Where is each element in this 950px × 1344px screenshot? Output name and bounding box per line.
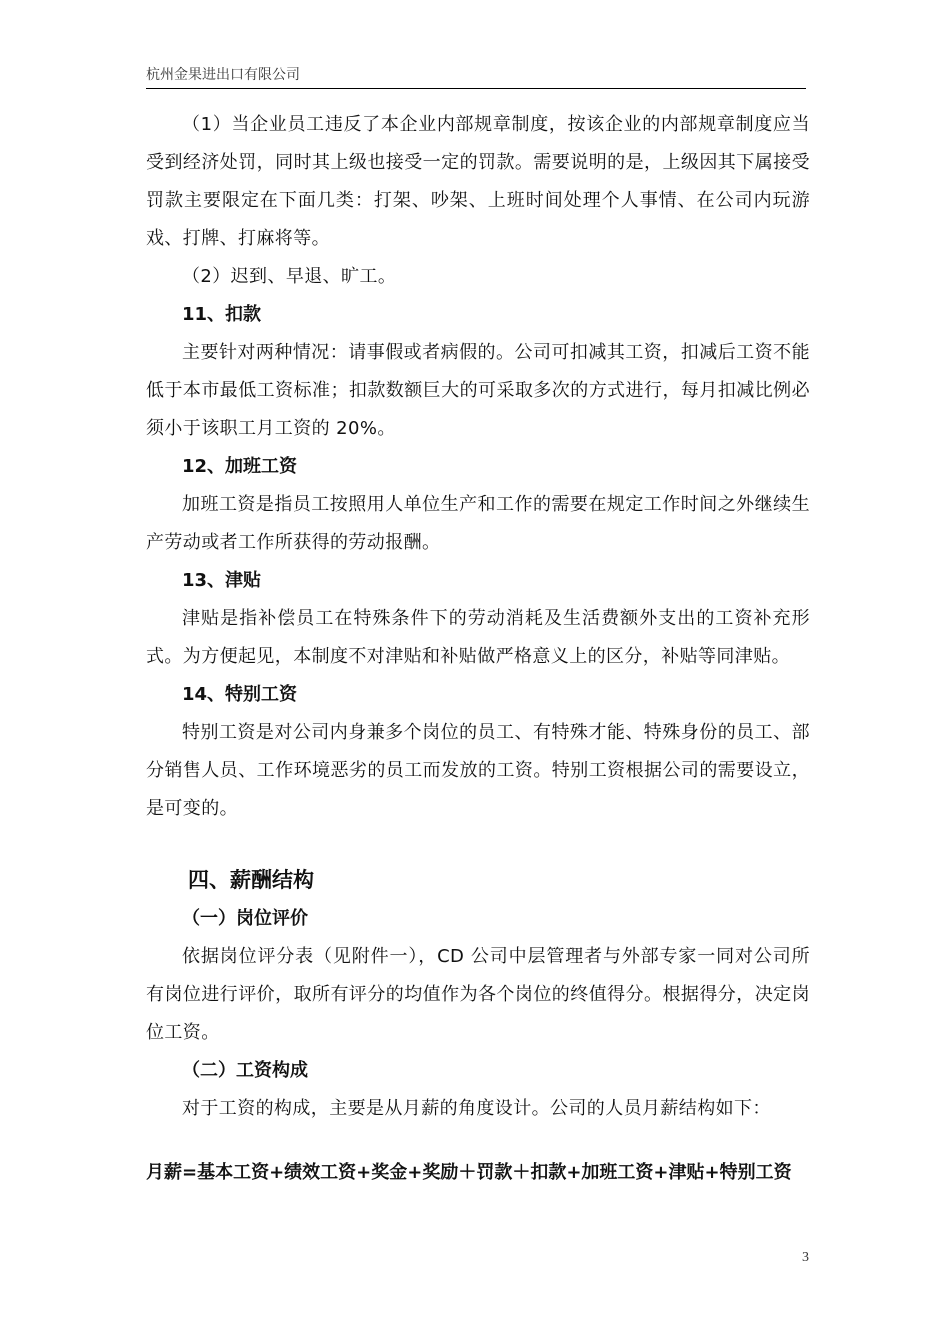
heading-overtime-pay: 12、加班工资 — [182, 456, 298, 477]
salary-formula: 月薪=基本工资+绩效工资+奖金+奖励＋罚款＋扣款+加班工资+津贴+特别工资 — [146, 1162, 792, 1183]
section-heading-salary-structure: 四、薪酬结构 — [188, 868, 314, 892]
heading-salary-composition: （二）工资构成 — [182, 1060, 308, 1081]
heading-job-evaluation: （一）岗位评价 — [182, 908, 308, 929]
heading-special-pay: 14、特别工资 — [182, 684, 298, 705]
paragraph-allowance: 津贴是指补偿员工在特殊条件下的劳动消耗及生活费额外支出的工资补充形式。为方便起见，本制度不对津贴和补贴做严格意义上的区分，补贴等同津贴。 — [146, 608, 810, 667]
heading-deductions: 11、扣款 — [182, 304, 262, 325]
paragraph-job-evaluation: 依据岗位评分表（见附件一），CD 公司中层管理者与外部专家一同对公司所有岗位进行评价，取所有评分的均值作为各个岗位的终值得分。根据得分，决定岗位工资。 — [146, 946, 810, 1043]
page-number: 3 — [802, 1250, 809, 1265]
paragraph-late-absence: （2）迟到、早退、旷工。 — [182, 266, 397, 287]
paragraph-overtime-pay: 加班工资是指员工按照用人单位生产和工作的需要在规定工作时间之外继续生产劳动或者工作所获得的劳动报酬。 — [146, 494, 810, 553]
paragraph-deductions: 主要针对两种情况：请事假或者病假的。公司可扣减其工资，扣减后工资不能低于本市最低工资标准；扣款数额巨大的可采取多次的方式进行，每月扣减比例必须小于该职工月工资的 20%。 — [146, 342, 810, 439]
paragraph-special-pay: 特别工资是对公司内身兼多个岗位的员工、有特殊才能、特殊身份的员工、部分销售人员、工作环境恶劣的员工而发放的工资。特别工资根据公司的需要设立，是可变的。 — [146, 722, 810, 819]
header-company-name: 杭州金果进出口有限公司 — [146, 67, 300, 83]
heading-allowance: 13、津贴 — [182, 570, 262, 591]
page-header — [146, 62, 806, 89]
paragraph-salary-composition: 对于工资的构成，主要是从月薪的角度设计。公司的人员月薪结构如下： — [182, 1098, 771, 1119]
paragraph-penalty-cases: （1）当企业员工违反了本企业内部规章制度，按该企业的内部规章制度应当受到经济处罚，同时其上级也接受一定的罚款。需要说明的是，上级因其下属接受罚款主要限定在下面几类：打架、吵架、上班时间处理个人事情、在公司内玩游戏、打牌、打麻将等。 — [146, 114, 810, 249]
document-body — [146, 106, 810, 1192]
